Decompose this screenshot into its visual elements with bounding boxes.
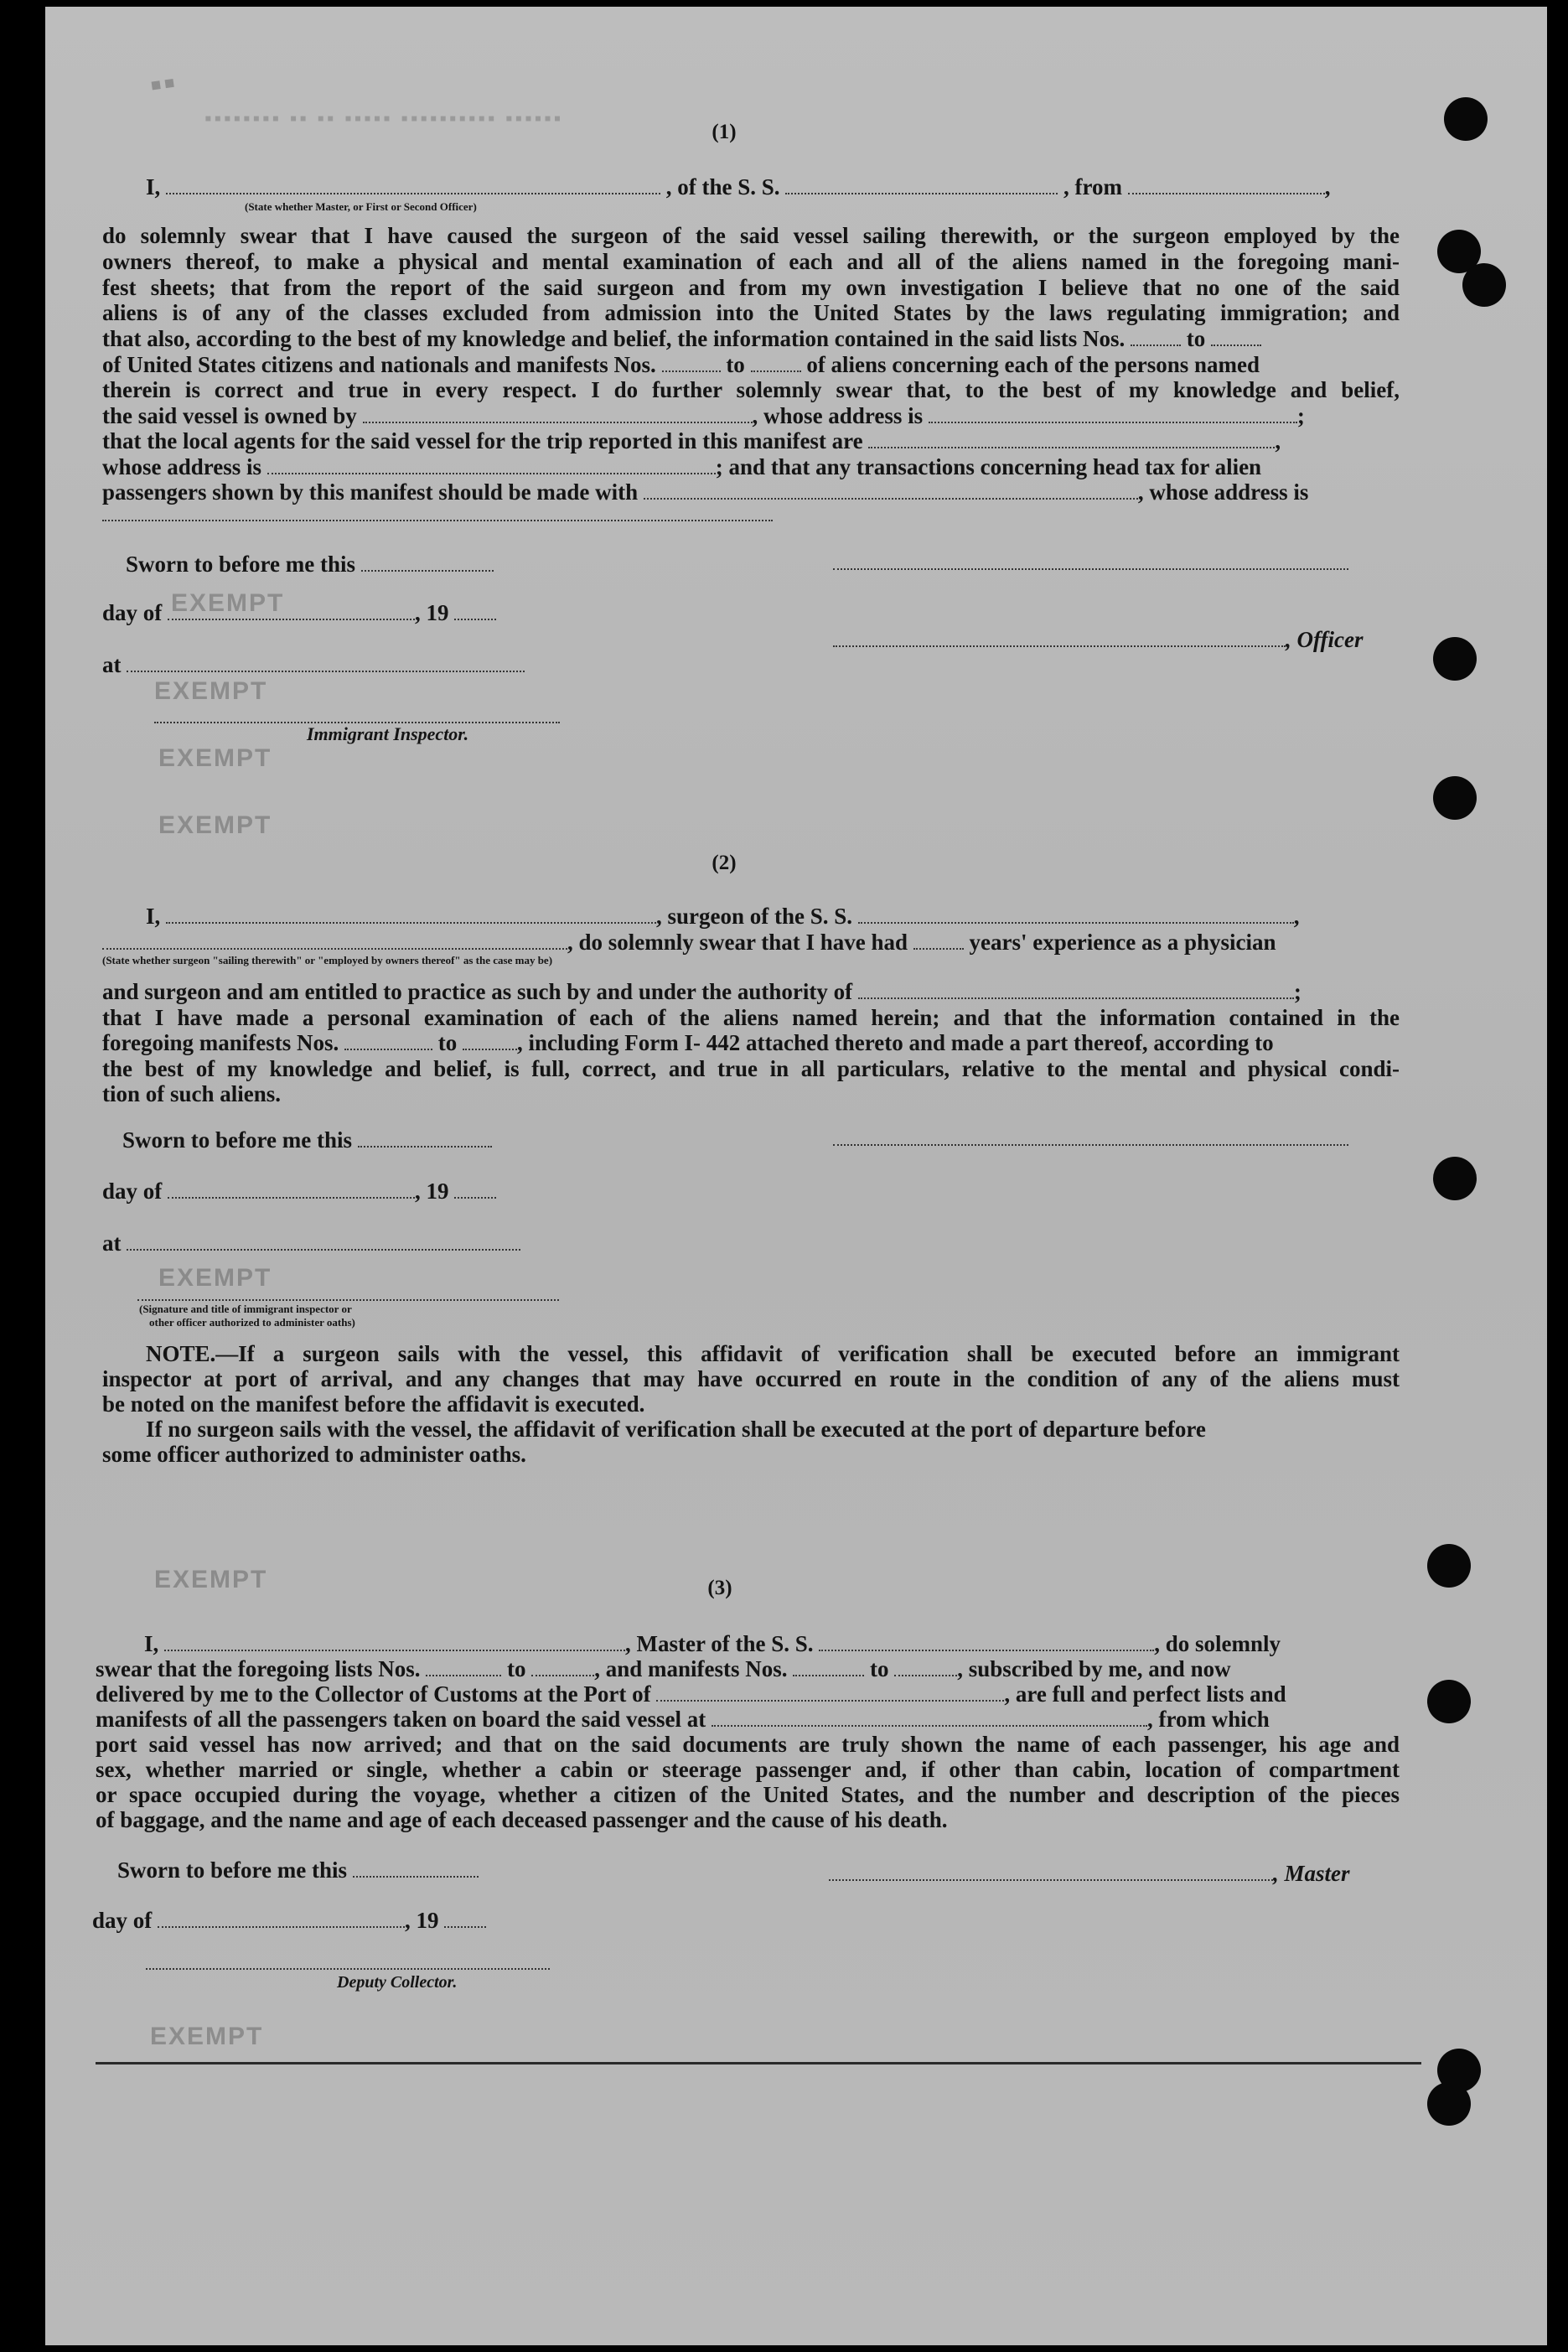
paragraph-line: therein is correct and true in every respect. I do further solemnly swear that, to the best of my knowledge and belief, (102, 377, 1400, 402)
paragraph-line: swear that the foregoing lists Nos. to , and manifests Nos. to , subscribed by me, and now (96, 1656, 1231, 1681)
day-of-line: day of , 19 (102, 600, 496, 625)
bleed-through-header: ▪▪▪▪▪▪▪▪ ▪▪ ▪▪ ▪▪▪▪▪ ▪▪▪▪▪▪▪▪▪▪ ▪▪▪▪▪▪ (204, 107, 564, 130)
surgeon-line: I, , surgeon of the S. S. , (146, 904, 1300, 929)
paragraph-line: do solemnly swear that I have caused the surgeon of the said vessel sailing therewith, or the surgeon employed by the (102, 223, 1400, 248)
officer-name-blank[interactable] (166, 178, 660, 194)
paragraph-line: of United States citizens and nationals and manifests Nos. to of aliens concerning each of the persons named (102, 352, 1260, 377)
punch-hole (1433, 776, 1477, 820)
paragraph-line: delivered by me to the Collector of Customs at the Port of , are full and perfect lists and (96, 1681, 1286, 1707)
note-line: be noted on the manifest before the affidavit is executed. (102, 1391, 645, 1417)
paragraph-line: the best of my knowledge and belief, is full, correct, and true in all particulars, relative to the mental and physical condi- (102, 1056, 1400, 1081)
manifests-to-blank[interactable] (751, 355, 801, 372)
paragraph-line: that I have made a personal examination of each of the aliens named herein; and that the information contained in the (102, 1005, 1400, 1030)
exempt-stamp: EXEMPT (158, 744, 272, 772)
lists-to-blank[interactable] (1211, 329, 1261, 346)
master-signature-blank[interactable] (829, 1864, 1273, 1881)
manifests-from-blank[interactable] (793, 1660, 864, 1676)
exempt-stamp: EXEMPT (154, 1566, 268, 1593)
section-number: (3) (707, 1577, 732, 1599)
officer-note: (State whether Master, or First or Second Officer) (245, 200, 477, 213)
manifests-from-blank[interactable] (662, 355, 721, 372)
section-number: (1) (712, 121, 737, 143)
sworn-day-blank[interactable] (361, 555, 494, 572)
exempt-stamp: EXEMPT (158, 811, 272, 839)
manifest-sheet (45, 7, 1547, 2345)
stamp-mark: ▪▪ (147, 63, 180, 105)
manifests-from-blank[interactable] (344, 1034, 432, 1050)
owner-address-blank[interactable] (929, 407, 1297, 423)
paragraph-line: and surgeon and am entitled to practice as such by and under the authority of ; (102, 979, 1301, 1004)
sworn-place-blank[interactable] (127, 655, 525, 672)
manifests-to-blank[interactable] (463, 1034, 517, 1050)
deputy-label: Deputy Collector. (337, 1973, 458, 1992)
exempt-stamp: EXEMPT (154, 677, 268, 705)
punch-hole (1427, 1544, 1471, 1588)
signature-note: other officer authorized to administer oaths) (149, 1316, 355, 1329)
paragraph-line: the said vessel is owned by , whose address is ; (102, 403, 1305, 428)
punch-hole (1433, 1157, 1477, 1200)
at-line: at (102, 652, 525, 677)
punch-hole (1444, 97, 1488, 141)
port-blank[interactable] (656, 1685, 1004, 1702)
paragraph-line: that the local agents for the said vessel for the trip reported in this manifest are , (102, 428, 1281, 453)
manifests-to-blank[interactable] (894, 1660, 957, 1676)
officer-title-line: , Officer (833, 627, 1363, 652)
paragraph-line: sex, whether married or single, whether a cabin or steerage passenger and, if other than cabin, location of compartment (96, 1757, 1400, 1782)
sworn-day-blank[interactable] (358, 1131, 492, 1148)
signature-note: (Signature and title of immigrant inspector or (139, 1303, 352, 1315)
paragraph-line: of baggage, and the name and age of each deceased passenger and the cause of his death. (96, 1807, 948, 1832)
master-vessel-blank[interactable] (819, 1634, 1154, 1651)
paragraph-line: owners thereof, to make a physical and mental examination of each and all of the aliens named in the foregoing mani- (102, 249, 1400, 274)
surgeon-note: (State whether surgeon "sailing therewith" or "employed by owners thereof" as the case may be) (102, 954, 553, 966)
day-of-line: day of , 19 (102, 1179, 496, 1204)
sworn-month-blank[interactable] (168, 1182, 415, 1199)
master-line: I, , Master of the S. S. , do solemnly (144, 1631, 1281, 1656)
sworn-line: Sworn to before me this (117, 1857, 479, 1883)
section-number: (2) (712, 852, 737, 874)
punch-hole (1462, 263, 1506, 307)
paragraph-line: that also, according to the best of my knowledge and belief, the information contained in the said lists Nos. to (102, 326, 1261, 351)
paragraph-line: port said vessel has now arrived; and that on the said documents are truly shown the name of each passenger, his age and (96, 1732, 1400, 1757)
sworn-line: Sworn to before me this (126, 552, 494, 577)
note-line: inspector at port of arrival, and any changes that may have occurred en route in the condition of any of the aliens must (102, 1366, 1400, 1391)
from-port-blank[interactable] (1128, 178, 1325, 194)
sworn-line: Sworn to before me this (122, 1127, 492, 1153)
officer-signature-blank[interactable] (833, 568, 1348, 570)
paragraph-line: passengers shown by this manifest should be made with , whose address is (102, 479, 1309, 505)
surgeon-status-blank[interactable] (102, 933, 567, 950)
head-tax-contact-blank[interactable] (644, 483, 1138, 500)
paragraph-line: foregoing manifests Nos. to , including Form I- 442 attached thereto and made a part thereof, according to (102, 1030, 1274, 1055)
paragraph-line: or space occupied during the voyage, whether a citizen of the United States, and the number and description of the pieces (96, 1782, 1400, 1807)
paragraph-line: tion of such aliens. (102, 1081, 282, 1106)
lists-to-blank[interactable] (531, 1660, 594, 1676)
paragraph-line: fest sheets; that from the report of the said surgeon and from my own investigation I believe that no one of the said (102, 275, 1400, 300)
inspector-label: Immigrant Inspector. (307, 723, 469, 744)
surgeon-vessel-blank[interactable] (858, 907, 1294, 924)
punch-hole (1427, 2082, 1471, 2126)
surgeon-line: , do solemnly swear that I have had years' experience as a physician (102, 930, 1276, 955)
lists-from-blank[interactable] (1131, 329, 1181, 346)
sworn-year-blank[interactable] (454, 604, 496, 620)
note-line: some officer authorized to administer oaths. (102, 1442, 526, 1467)
head-tax-address-blank[interactable] (102, 520, 773, 521)
authority-blank[interactable] (858, 982, 1294, 999)
officer-statement-line: I, , of the S. S. , from , (146, 174, 1331, 199)
years-blank[interactable] (913, 933, 964, 950)
paragraph-line: whose address is ; and that any transactions concerning head tax for alien (102, 454, 1262, 479)
exempt-stamp: EXEMPT (150, 2023, 264, 2050)
master-signature-line: , Master (829, 1861, 1350, 1886)
surgeon-signature-blank[interactable] (833, 1144, 1348, 1146)
paragraph-line: manifests of all the passengers taken on board the said vessel at , from which (96, 1707, 1270, 1732)
punch-hole (1433, 637, 1477, 681)
note-line: NOTE.—If a surgeon sails with the vessel, this affidavit of verification shall be executed before an immigrant (146, 1341, 1400, 1366)
master-name-blank[interactable] (164, 1634, 625, 1651)
sworn-year-blank[interactable] (444, 1911, 486, 1928)
sworn-year-blank[interactable] (454, 1182, 496, 1199)
lists-from-blank[interactable] (426, 1660, 501, 1676)
punch-hole (1427, 1680, 1471, 1723)
bottom-rule (96, 2062, 1421, 2064)
agents-address-blank[interactable] (267, 458, 716, 474)
sworn-month-blank[interactable] (158, 1911, 405, 1928)
vessel-name-blank[interactable] (785, 178, 1058, 194)
surgeon-name-blank[interactable] (166, 907, 656, 924)
sworn-place-blank[interactable] (127, 1234, 520, 1251)
exempt-stamp: EXEMPT (171, 589, 285, 617)
note-line: If no surgeon sails with the vessel, the affidavit of verification shall be executed at the port of departure before (146, 1417, 1206, 1442)
officer-title-blank[interactable] (833, 630, 1286, 647)
at-line: at (102, 1230, 520, 1256)
deputy-signature-blank[interactable] (146, 1968, 550, 1970)
embark-port-blank[interactable] (712, 1710, 1147, 1727)
paragraph-line: aliens is of any of the classes excluded from admission into the United States by the laws regulating immigration; and (102, 300, 1400, 325)
sworn-day-blank[interactable] (353, 1861, 479, 1878)
owner-blank[interactable] (363, 407, 753, 423)
inspector-signature-blank[interactable] (137, 1299, 559, 1301)
day-of-line: day of , 19 (92, 1908, 486, 1933)
exempt-stamp: EXEMPT (158, 1264, 272, 1292)
local-agents-blank[interactable] (868, 432, 1275, 448)
